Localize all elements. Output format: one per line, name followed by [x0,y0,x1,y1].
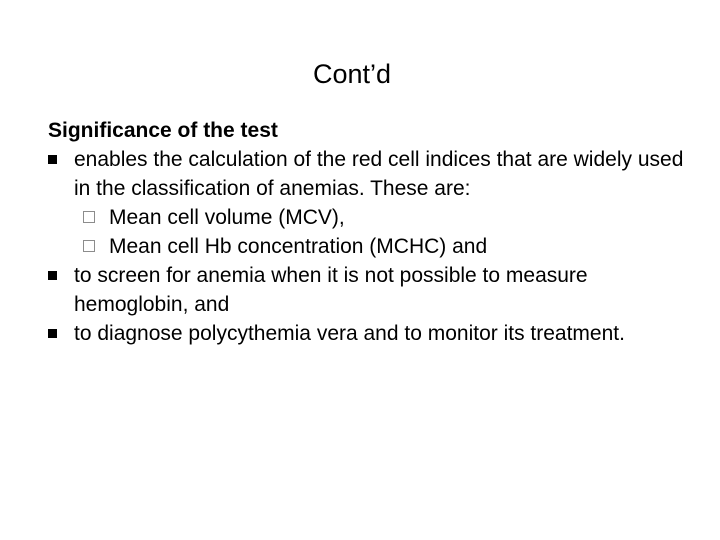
sub-bullet-text: Mean cell Hb concentration (MCHC) and [109,235,488,258]
square-bullet-icon [48,329,57,338]
sub-bullet-item [74,203,688,232]
square-bullet-icon [48,155,57,164]
sub-bullet-text: Mean cell volume (MCV), [109,206,345,229]
checkbox-bullet-icon [83,211,95,223]
square-bullet-icon [48,271,57,280]
bullet-item [48,319,688,348]
checkbox-bullet-icon [83,240,95,252]
bullet-item [48,145,688,261]
bullet-list [48,145,688,348]
slide-body [48,116,688,348]
sub-bullet-item [74,232,688,261]
bullet-text: to screen for anemia when it is not possible to measure hemoglobin, and [74,264,588,316]
bullet-text: enables the calculation of the red cell indices that are widely used in the classification of anemias. These are: [74,148,684,200]
bullet-item [48,261,688,319]
sub-bullet-list [74,203,688,261]
section-heading: Significance of the test [48,119,278,142]
bullet-text: to diagnose polycythemia vera and to monitor its treatment. [74,322,625,345]
slide-title: Cont’d [312,59,392,89]
